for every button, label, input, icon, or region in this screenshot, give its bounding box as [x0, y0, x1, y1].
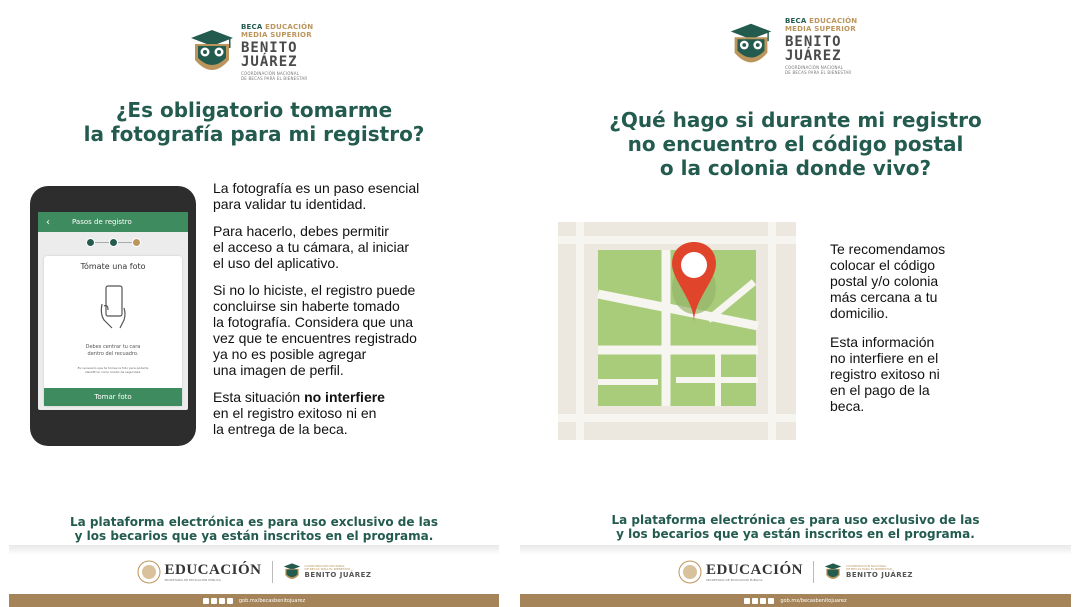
logo-becas-bienestar: DE BECAS PARA EL BIENESTAR — [785, 70, 852, 75]
logo-beca: BECA — [241, 23, 263, 31]
text-line: el uso del aplicativo. — [213, 255, 340, 271]
sep-label: SECRETARÍA DE EDUCACIÓN PÚBLICA — [164, 577, 221, 582]
text-line: una imagen de perfil. — [213, 362, 344, 378]
logo-juarez: JUÁREZ — [785, 48, 842, 64]
logo-juarez: JUÁREZ — [241, 54, 298, 70]
title-line: ¿Es obligatorio tomarme — [115, 98, 393, 122]
progress-stepper — [38, 237, 188, 247]
photo-card — [44, 256, 182, 406]
text-line: domicilio. — [830, 305, 889, 321]
phone-illustration — [30, 186, 196, 446]
logo-educacion: EDUCACIÓN — [265, 23, 314, 31]
text-line: en el pago de la — [830, 382, 930, 398]
infographic-photo — [9, 0, 499, 607]
logo-becas-bienestar: DE BECAS PARA EL BIENESTAR — [241, 76, 308, 81]
title-line: la fotografía para mi registro? — [83, 122, 425, 146]
national-seal-icon — [137, 560, 161, 584]
text-line: en el registro exitoso ni en — [213, 405, 377, 421]
national-seal-icon — [678, 560, 702, 584]
educacion-label: EDUCACIÓN — [164, 561, 262, 578]
card-instruction-line: dentro del recuadro. — [87, 351, 139, 357]
text-line: Te recomendamos — [830, 241, 946, 257]
title-line: no encuentro el código postal — [627, 132, 964, 156]
emphasis-text: no interfiere — [304, 389, 385, 405]
take-photo-button[interactable]: Tomar foto — [44, 388, 182, 406]
text-line: Esta información — [830, 334, 935, 350]
logo-beca: BECA — [785, 17, 807, 25]
infographic-postal-code — [520, 0, 1071, 607]
page-title — [9, 98, 499, 146]
card-instruction — [44, 344, 182, 358]
logo-coordinacion: COORDINACIÓN NACIONAL — [241, 71, 300, 76]
step-connector — [95, 242, 109, 243]
text-line: el acceso a tu cámara, al iniciar — [213, 239, 410, 255]
social-bar — [9, 594, 499, 607]
logo-benito: BENITO — [241, 40, 298, 56]
page-title — [520, 108, 1071, 180]
educacion-logo — [678, 560, 803, 584]
note-line: y los becarios que ya están inscritos en el programa. — [74, 529, 434, 543]
logo-coordinacion: COORDINACIÓN NACIONAL — [785, 65, 844, 70]
text-line: no interfiere en el — [830, 350, 939, 366]
text-line: la entrega de la beca. — [213, 421, 348, 437]
footer-logos — [520, 558, 1071, 586]
graduation-owl-icon — [283, 561, 301, 583]
note-line: La plataforma electrónica es para uso exclusivo de las — [69, 515, 439, 529]
card-note-line: identificar como medio de seguridad. — [84, 370, 142, 374]
text-line: más cercana a tu — [830, 289, 938, 305]
step-indicator — [109, 238, 118, 247]
body-text — [213, 180, 499, 448]
footer-separator — [272, 561, 273, 583]
social-bar — [520, 594, 1071, 607]
note-line: y los becarios que ya están inscritos en el programa. — [616, 527, 975, 541]
educacion-logo — [137, 560, 262, 584]
sep-label: SECRETARÍA DE EDUCACIÓN PÚBLICA — [706, 577, 763, 582]
card-note-line: Es necesario que te tomes la foto para poderte — [77, 366, 149, 370]
note-line: La plataforma electrónica es para uso exclusivo de las — [611, 513, 980, 527]
text-line: colocar el código — [830, 257, 936, 273]
logo-educacion: EDUCACIÓN — [809, 17, 858, 25]
text-line: Para hacerlo, debes permitir — [213, 223, 389, 239]
title-line: o la colonia donde vivo? — [659, 156, 932, 180]
site-url[interactable]: gob.mx/becasbenitojuarez — [780, 597, 847, 604]
paragraph — [213, 180, 499, 212]
step-connector — [118, 242, 132, 243]
twitter-icon[interactable] — [211, 598, 217, 604]
app-bar — [38, 212, 188, 232]
facebook-icon[interactable] — [203, 598, 209, 604]
footer-divider — [9, 545, 499, 555]
text-line: vez que te encuentres registrado — [213, 330, 417, 346]
beca-logo — [723, 18, 857, 75]
beca-logo — [189, 24, 313, 81]
graduation-owl-icon — [723, 18, 779, 72]
footer-divider — [520, 545, 1071, 555]
card-instruction-line: Debes centrar tu cara — [85, 344, 141, 350]
text-line: Si no lo hiciste, el registro puede — [213, 282, 416, 298]
benito-juarez-logo — [283, 561, 372, 583]
graduation-owl-icon — [824, 561, 842, 583]
footer-separator — [813, 561, 814, 583]
site-url[interactable]: gob.mx/becasbenitojuarez — [238, 597, 306, 604]
bottom-note — [520, 513, 1071, 541]
footer-benito-juarez: BENITO JUÁREZ — [304, 571, 372, 579]
title-line: ¿Qué hago si durante mi registro — [609, 108, 982, 132]
text-line: concluirse sin haberte tomado — [213, 298, 400, 314]
footer-becas: DE BECAS PARA EL BIENESTAR — [304, 567, 351, 571]
phone-screen — [38, 212, 188, 410]
footer-coordinacion: COORDINACIÓN NACIONAL — [304, 564, 345, 568]
text-line: beca. — [830, 398, 865, 414]
facebook-icon[interactable] — [744, 598, 750, 604]
text-line: para validar tu identidad. — [213, 196, 367, 212]
footer-benito-juarez: BENITO JUÁREZ — [846, 571, 913, 579]
text-line: La fotografía es un paso esencial — [213, 180, 420, 196]
paragraph — [830, 241, 1030, 321]
footer-coordinacion: COORDINACIÓN NACIONAL — [846, 564, 887, 568]
logo-benito: BENITO — [785, 34, 842, 50]
card-title: Tómate una foto — [80, 262, 146, 271]
twitter-icon[interactable] — [752, 598, 758, 604]
paragraph — [213, 282, 499, 378]
youtube-icon[interactable] — [760, 598, 766, 604]
card-note — [44, 366, 182, 374]
educacion-label: EDUCACIÓN — [706, 561, 804, 578]
text-line: ya no es posible agregar — [213, 346, 367, 362]
step-indicator — [86, 238, 95, 247]
youtube-icon[interactable] — [219, 598, 225, 604]
footer-logos — [9, 558, 499, 586]
instagram-icon[interactable] — [227, 598, 233, 604]
text-line: postal y/o colonia — [830, 273, 939, 289]
back-arrow-icon: ‹ — [46, 216, 50, 228]
paragraph — [213, 389, 499, 437]
benito-juarez-logo — [824, 561, 913, 583]
text-line: Esta situación — [213, 389, 305, 405]
logo-media-superior: MEDIA SUPERIOR — [785, 25, 856, 33]
graduation-owl-icon — [189, 24, 235, 80]
text-line: la fotografía. Considera que una — [213, 314, 414, 330]
instagram-icon[interactable] — [768, 598, 774, 604]
footer-becas: DE BECAS PARA EL BIENESTAR — [846, 567, 892, 571]
bottom-note — [9, 515, 499, 543]
paragraph — [830, 334, 1030, 414]
logo-media-superior: MEDIA SUPERIOR — [241, 31, 312, 39]
text-line: registro exitoso ni — [830, 366, 940, 382]
map-illustration — [558, 222, 796, 440]
body-text — [830, 241, 1030, 427]
step-indicator — [132, 238, 141, 247]
paragraph — [213, 223, 499, 271]
app-bar-title: Pasos de registro — [72, 218, 132, 226]
hand-phone-icon — [98, 284, 128, 330]
